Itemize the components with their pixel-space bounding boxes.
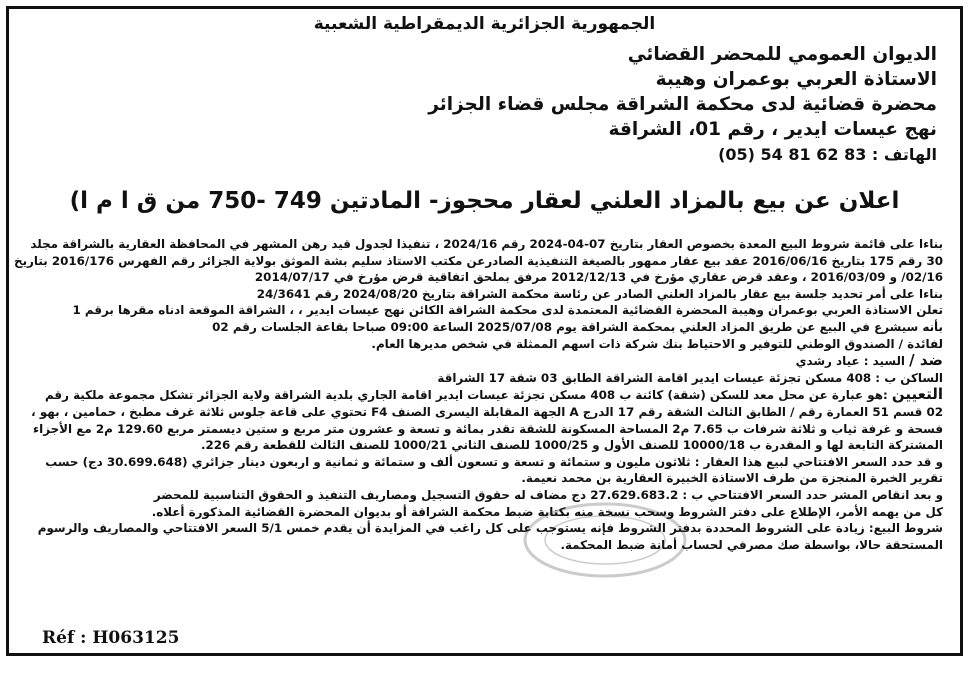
body-line: كل من يهمه الأمر، الإطلاع على دفتر الشروط وسحب نسخة منه بكتابة ضبط محكمة الشراقة أو بديوان المحضرة القضائية المذكورة أعلاه. <box>151 504 943 519</box>
announcement-title: اعلان عن بيع بالمزاد العلني لعقار محجوز- المادتين 749 -750 من ق ا م ا) <box>69 188 900 214</box>
body-line: بناءا على قائمة شروط البيع المعدة بخصوص العقار بتاريخ 07-04-2024 رقم 2024/16 ، تنفيذا لجدول قيد رهن المشهر في المحافظة العقارية بالشراقة مجلد <box>30 237 943 251</box>
notice-body <box>14 236 943 553</box>
body-line: 02 قسم 51 العمارة رقم / الطابق الثالث الشقة رقم 17 الدرج A الجهة المقابلة اليسرى الصنف F4 تحتوي على قاعة جلوس ثلاثة غرف مطبخ ، حمامين ، بهو ، <box>31 404 943 419</box>
body-line: بناءا على أمر تحديد جلسة بيع عقار بالمزاد العلني الصادر عن رئاسة محكمة الشراقة بتاريخ 2024/08/20 رقم 24/3641 <box>256 286 943 301</box>
bailiff-phone: الهاتف : 83 62 81 54 (05) <box>718 145 937 164</box>
defendant-line <box>22 352 943 370</box>
office-title: الديوان العمومي للمحضر القضائي <box>627 44 937 65</box>
body-line: فسحة و غرفة ثياب و ثلاثة شرفات ب 7.65 م2 المساحة المسكونة للشقة تقدر بمائة و تسعة و عشرون متر مربع و ستين ديسمتر مربع 129.60 م2 مع الأجزاء <box>33 421 943 436</box>
official-stamp <box>520 500 690 580</box>
body-line: 02/16/ و 2016/03/09 ، وعقد قرض عقاري مؤرخ في 2012/12/13 مرفق بملحق اتفاقية قرض مؤرخ في 2014/07/17 <box>254 270 943 285</box>
bailiff-name: الاستاذة العربي بوعمران وهيبة <box>655 69 937 90</box>
body-line: تعلن الاستاذة العربي بوعمران وهيبة المحضرة القضائية المعتمدة لدى محكمة الشراقة الكائن نهج عيسات ايدير ، ، الشراقة الموقعة ادناه مقرها برقم 1 <box>72 303 943 318</box>
body-line: المستحقة حالا، بواسطة صك مصرفي لحساب أمانة ضبط المحكمة. <box>560 537 943 552</box>
body-line: و قد حدد السعر الافتتاحي لبيع هذا العقار : ثلاثون مليون و ستمائة و تسعة و تسعون ألف و ستمائة و ثمانية و اربعون دينار جزائري (30.699.648 دج) حسب <box>45 454 943 469</box>
designation-text: :هو عبارة عن محل معد للسكن (شقة) كائنة ب 408 مسكن تجزئة عيسات ايدير اقامة الجاري بلدية الشراقة ولاية الجزائر تشكل مجموعة ملكية رقم <box>44 388 892 403</box>
republic-heading: الجمهورية الجزائرية الديمقراطية الشعبية <box>313 14 656 34</box>
reference-number: Réf : H063125 <box>42 628 180 648</box>
body-line: المشتركة التابعة لها و المقدرة ب 10000/18 للصنف الأول و 1000/25 للصنف الثاني 1000/21 للصنف الثالث للقطعة رقم 226. <box>200 438 943 453</box>
bailiff-header <box>217 42 937 167</box>
bailiff-role: محضرة قضائية لدى محكمة الشراقة مجلس قضاء الجزائر <box>428 94 937 115</box>
defendant-name: السيد : عياد رشدي <box>795 354 910 369</box>
body-line: الساكن ب : 408 مسكن تجزئة عيسات ايدير اقامة الشراقة الطابق 03 شقة 17 الشراقة <box>437 370 943 385</box>
body-line: شروط البيع: زيادة على الشروط المحددة بدفتر الشروط فإنه يستوجب على كل راغب في المزايدة أن يقدم خمس 5/1 السعر الافتتاحي والمصاريف والرسوم <box>37 521 943 536</box>
body-line: لفائدة / الصندوق الوطني للتوفير و الاحتياط بنك شركة ذات اسهم الممثلة في شخص مديرها العام. <box>371 336 943 351</box>
body-line: بأنه سيشرع في البيع عن طريق المزاد العلني بمحكمة الشراقة يوم 2025/07/08 الساعة 09:00 صباحا بقاعة الجلسات رقم 02 <box>212 319 943 334</box>
body-line: تقرير الخبرة المنجزة من طرف الاستاذة الخبيرة العقارية بن محمد نعيمة. <box>521 471 943 486</box>
bailiff-address: نهج عيسات ايدير ، رقم 01، الشراقة <box>608 119 937 140</box>
body-line: 30 رقم 175 بتاريخ 2016/06/16 عقد بيع عقار ممهور بالصيغة التنفيذية الصادرعن مكتب الاستاذ سليم بشة الموثق بولاية الجزائر رقم الفهرس 2016/176 بتاريخ <box>14 253 943 268</box>
body-line: و بعد انقاص المشر حدد السعر الافتتاحي ب : 27.629.683.2 دج مضاف له حقوق التسجيل ومصاريف التنفيذ و الحقوق التناسبية للمحضر <box>153 487 943 502</box>
against-keyword: ضد / <box>909 351 943 370</box>
designation-keyword: التعيين <box>891 385 943 404</box>
designation-line <box>22 386 943 404</box>
